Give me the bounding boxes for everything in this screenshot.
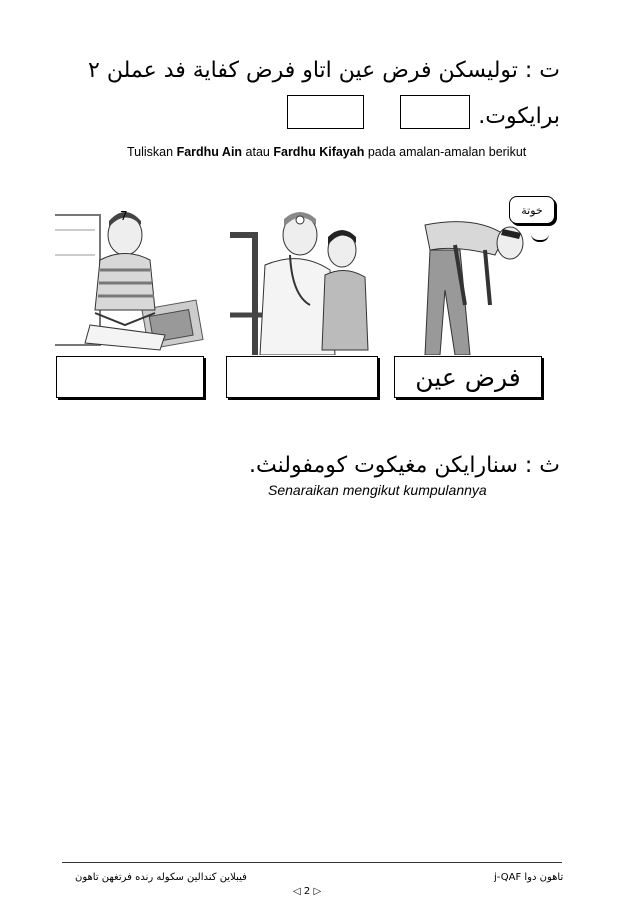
bubble-scribble	[531, 230, 549, 242]
footer-rule	[62, 862, 562, 863]
section-tha-title: ث : سنارايكن مغيكوت كومفولنث.	[249, 453, 560, 478]
answer-box-3[interactable]: فرض عين	[394, 356, 542, 398]
page-bracket-left-icon: ◁	[293, 886, 301, 897]
page-bracket-right-icon: ▷	[313, 886, 322, 897]
illustration-boy-writing	[55, 195, 205, 355]
blank-box-right[interactable]	[400, 95, 470, 129]
page-number	[293, 886, 321, 897]
section-ta-title-line2: برايكوت.	[478, 104, 560, 129]
footer-right: j-QAF تاهون دوا	[494, 872, 564, 883]
instruction-prefix: Tuliskan	[127, 145, 177, 159]
instruction-text	[127, 145, 526, 159]
section-ta-title: ت : توليسكن فرض عين اتاو فرض كفاية فد عملن ٢	[88, 58, 560, 83]
answer-box-2[interactable]	[226, 356, 378, 398]
instruction-suffix: pada amalan-amalan berikut	[364, 145, 527, 159]
speech-bubble-text: خوتة	[521, 203, 543, 217]
footer-left: فيبلاين كندالين سكوله رنده فرتغهن تاهون	[75, 872, 247, 883]
illustration-doctor-patient	[220, 195, 380, 355]
answer-box-1[interactable]	[56, 356, 204, 398]
page-number-value: 2	[303, 886, 311, 897]
instruction-bold-1: Fardhu Ain	[176, 145, 243, 159]
instruction-mid: atau	[242, 145, 274, 159]
speech-bubble	[509, 196, 555, 224]
section-tha-subtitle: Senaraikan mengikut kumpulannya	[268, 482, 487, 498]
instruction-bold-2: Fardhu Kifayah	[273, 145, 365, 159]
svg-text:7: 7	[120, 209, 128, 223]
blank-box-left[interactable]	[287, 95, 364, 129]
